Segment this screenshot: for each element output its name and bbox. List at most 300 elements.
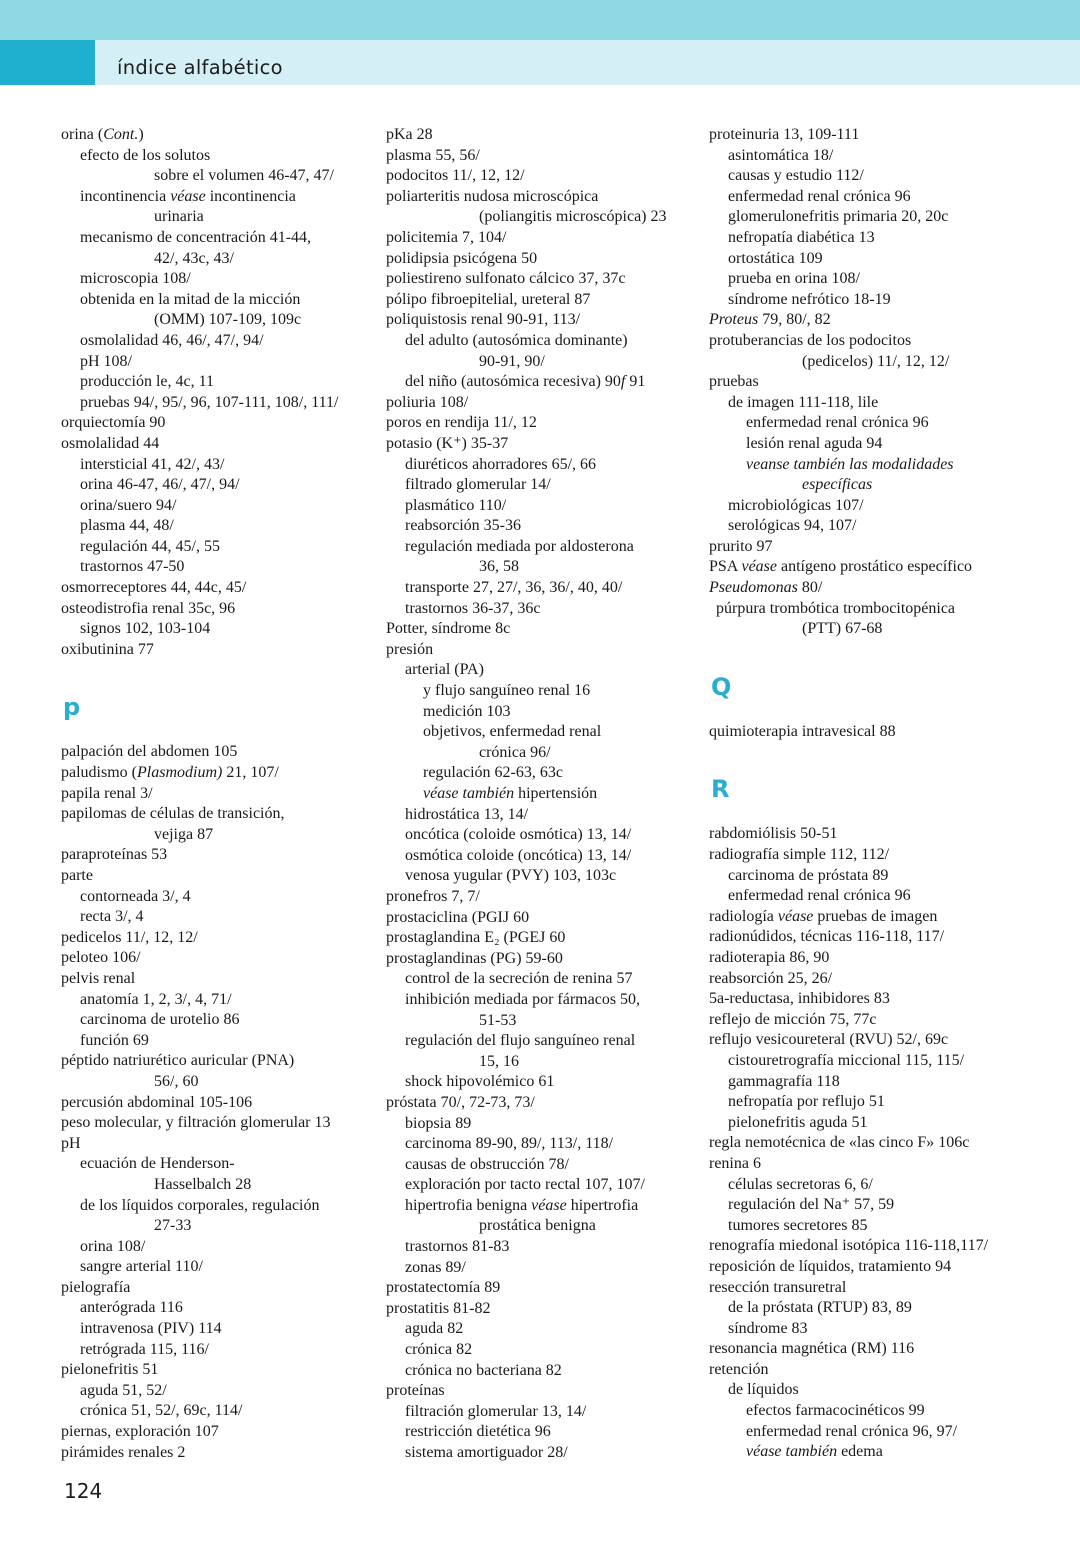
index-entry-continuation (386, 207, 716, 228)
index-subentry (61, 516, 391, 537)
index-entry (61, 1134, 391, 1155)
entry-text: poros en rendija 11/, 12 (386, 414, 537, 432)
index-entry (61, 599, 391, 620)
index-entry (61, 125, 391, 146)
entry-text: policitemia 7, 104/ (386, 228, 507, 246)
index-entry (386, 146, 716, 167)
index-entry (709, 927, 1069, 948)
entry-text: intravenosa (PIV) 114 (80, 1320, 222, 1338)
entry-text: del adulto (autosómica dominante) (405, 331, 628, 349)
index-entry (61, 742, 391, 763)
section-letter: R (711, 775, 730, 804)
index-entry (386, 640, 716, 661)
entry-text: 90-91, 90/ (479, 352, 545, 370)
index-entry (386, 413, 716, 434)
entry-text: microscopia 108/ (80, 270, 191, 288)
index-subentry (709, 434, 1069, 455)
entry-text: (OMM) 107-109, 109c (154, 311, 302, 329)
index-entry (709, 1010, 1069, 1031)
index-subentry (61, 1154, 391, 1175)
entry-text: péptido natriurético auricular (PNA) (61, 1052, 295, 1070)
index-subentry (386, 1237, 716, 1258)
index-subentry (386, 681, 716, 702)
index-subentry (709, 496, 1069, 517)
header-band-top (0, 0, 1080, 40)
index-subentry (709, 1380, 1069, 1401)
entry-text: (pedicelos) 11/, 12, 12/ (802, 352, 950, 370)
index-entry (709, 1278, 1069, 1299)
entry-text: orina ( (61, 126, 104, 143)
index-subentry (61, 1010, 391, 1031)
entry-text: poliestireno sulfonato cálcico 37, 37c (386, 270, 626, 288)
index-entry (709, 845, 1069, 866)
index-subentry (386, 805, 716, 826)
index-entry-continuation (61, 1175, 391, 1196)
index-entry (709, 989, 1069, 1010)
index-entry (61, 948, 391, 969)
entry-text: efecto de los solutos (80, 146, 211, 164)
index-subentry (709, 413, 1069, 434)
index-subentry (386, 1443, 716, 1464)
entry-text: enfermedad renal crónica 96, 97/ (746, 1422, 958, 1440)
entry-text-italic: específicas (802, 476, 873, 494)
index-subentry (61, 887, 391, 908)
entry-text: regulación del flujo sanguíneo renal (405, 1032, 636, 1050)
index-entry (61, 1113, 391, 1134)
entry-text: pruebas (709, 373, 759, 391)
entry-text: podocitos 11/, 12, 12/ (386, 167, 525, 185)
index-subentry (709, 455, 1069, 476)
index-entry (386, 1381, 716, 1402)
index-subentry (386, 1031, 716, 1052)
index-subentry (61, 1401, 391, 1422)
entry-text: sistema amortiguador 28/ (405, 1444, 568, 1461)
index-entry (709, 1133, 1069, 1154)
entry-text: orquiectomía 90 (61, 414, 166, 432)
entry-text: contorneada 3/, 4 (80, 887, 191, 905)
entry-text-italic: véase (170, 187, 206, 205)
entry-text: signos 102, 103-104 (80, 620, 211, 638)
index-subentry (386, 722, 716, 743)
entry-text: recta 3/, 4 (80, 908, 144, 926)
entry-text: enfermedad renal crónica 96 (728, 887, 911, 905)
entry-text: exploración por tacto rectal 107, 107/ (405, 1176, 645, 1194)
entry-text: PSA (709, 558, 742, 576)
entry-text: reflejo de micción 75, 77c (709, 1010, 877, 1028)
index-column-1 (61, 125, 391, 1463)
index-entry (386, 619, 716, 640)
index-entry (709, 907, 1069, 928)
index-subentry (709, 269, 1069, 290)
index-subentry (709, 866, 1069, 887)
entry-text: control de la secreción de renina 57 (405, 970, 633, 988)
entry-text: percusión abdominal 105-106 (61, 1093, 253, 1111)
entry-text: causas y estudio 112/ (728, 167, 864, 185)
index-column-2 (386, 125, 716, 1464)
entry-text: incontinencia (205, 187, 296, 205)
entry-text-italic: veanse también las modalidades (746, 455, 954, 473)
entry-text: nefropatía diabética 13 (728, 228, 875, 246)
index-subentry (386, 331, 716, 352)
index-subentry (386, 1175, 716, 1196)
index-entry (386, 908, 716, 929)
entry-text: resonancia magnética (RM) 116 (709, 1340, 915, 1358)
entry-text: 15, 16 (479, 1052, 519, 1070)
index-subentry (709, 1442, 1069, 1463)
index-entry (386, 1278, 716, 1299)
index-subentry (61, 557, 391, 578)
entry-text: parte (61, 867, 93, 884)
entry-text: quimioterapia intravesical 88 (709, 722, 896, 740)
index-entry-continuation (386, 1052, 716, 1073)
index-entry (61, 969, 391, 990)
index-subentry (61, 990, 391, 1011)
entry-text: 5a-reductasa, inhibidores 83 (709, 990, 890, 1008)
index-subentry (61, 1237, 391, 1258)
entry-text-italic: Plasmodium) (137, 764, 223, 782)
entry-text: protuberancias de los podocitos (709, 331, 912, 349)
entry-text: medición 103 (423, 702, 511, 720)
index-subentry (61, 475, 391, 496)
entry-text: 27-33 (154, 1217, 192, 1235)
entry-text: hipertensión (514, 785, 598, 802)
entry-text: prostatectomía 89 (386, 1279, 501, 1297)
entry-text: producción le, 4c, 11 (80, 373, 215, 391)
index-subentry (386, 969, 716, 990)
entry-text: vejiga 87 (154, 825, 214, 843)
entry-text: inhibición mediada por fármacos 50, (405, 990, 641, 1008)
entry-text: 79, 80/, 82 (758, 311, 831, 329)
entry-text: nefropatía por reflujo 51 (728, 1093, 885, 1111)
index-subentry (709, 1298, 1069, 1319)
index-subentry (386, 455, 716, 476)
entry-text: Potter, síndrome 8c (386, 620, 511, 638)
index-entry (386, 1299, 716, 1320)
entry-text: filtrado glomerular 14/ (405, 476, 551, 494)
index-entry (386, 187, 716, 208)
index-entry-continuation (61, 1072, 391, 1093)
index-subentry (61, 907, 391, 928)
entry-text: aguda 82 (405, 1320, 464, 1338)
index-entry (61, 928, 391, 949)
index-entry-continuation (61, 825, 391, 846)
entry-text: radioterapia 86, 90 (709, 949, 830, 966)
index-entry-continuation (61, 1216, 391, 1237)
entry-text: función 69 (80, 1031, 149, 1049)
entry-text: pruebas 94/, 95/, 96, 107-111, 108/, 111/ (80, 393, 339, 411)
entry-text-italic: véase (741, 558, 777, 576)
entry-text: poliarteritis nudosa microscópica (386, 187, 599, 205)
index-subentry (61, 1340, 391, 1361)
index-subentry (709, 1319, 1069, 1340)
entry-text: incontinencia (80, 187, 171, 205)
index-subentry (386, 516, 716, 537)
entry-text: osteodistrofia renal 35c, 96 (61, 599, 236, 617)
entry-text: peso molecular, y filtración glomerular 13 (61, 1114, 331, 1132)
entry-text: glomerulonefritis primaria 20, 20c (728, 208, 949, 226)
entry-text: plasmático 110/ (405, 496, 507, 514)
index-subentry (386, 1422, 716, 1443)
entry-text: Hasselbalch 28 (154, 1175, 252, 1193)
index-entry-continuation (61, 207, 391, 228)
entry-text: anterógrada 116 (80, 1299, 183, 1317)
index-entry (709, 1339, 1069, 1360)
entry-text: orina 46-47, 46/, 47/, 94/ (80, 476, 240, 494)
index-subentry (386, 866, 716, 887)
entry-text: síndrome nefrótico 18-19 (728, 290, 891, 308)
entry-text: proteínas (386, 1382, 445, 1400)
index-subentry (709, 1401, 1069, 1422)
index-subentry (709, 1072, 1069, 1093)
index-entry (386, 249, 716, 270)
entry-text: peloteo 106/ (61, 949, 141, 967)
entry-text: reabsorción 35-36 (405, 517, 521, 535)
entry-text: biopsia 89 (405, 1114, 472, 1132)
entry-text: prueba en orina 108/ (728, 270, 860, 288)
index-subentry (709, 1195, 1069, 1216)
index-subentry (386, 660, 716, 681)
entry-text: crónica no bacteriana 82 (405, 1361, 562, 1379)
index-entry (61, 784, 391, 805)
entry-text: 42/, 43c, 43/ (154, 249, 234, 267)
entry-text: urinaria (154, 208, 204, 226)
index-subentry (709, 886, 1069, 907)
index-entry (61, 1093, 391, 1114)
entry-text: aguda 51, 52/ (80, 1381, 167, 1399)
entry-text: pirámides renales 2 (61, 1443, 186, 1461)
entry-text: reposición de líquidos, tratamiento 94 (709, 1257, 952, 1275)
index-entry (386, 434, 716, 455)
section-letter-heading (709, 640, 1069, 722)
entry-text: pruebas de imagen (813, 907, 938, 925)
entry-text: carcinoma 89-90, 89/, 113/, 118/ (405, 1135, 614, 1153)
entry-text: anatomía 1, 2, 3/, 4, 71/ (80, 990, 232, 1008)
index-subentry (61, 352, 391, 373)
index-subentry (61, 1319, 391, 1340)
entry-text: cistouretrografía miccional 115, 115/ (728, 1051, 965, 1069)
entry-text: pH 108/ (80, 352, 132, 370)
entry-text: restricción dietética 96 (405, 1423, 551, 1441)
entry-text: palpación del abdomen 105 (61, 743, 238, 761)
index-entry (386, 228, 716, 249)
entry-text: antígeno prostático específico (777, 558, 973, 576)
index-subentry (386, 1134, 716, 1155)
entry-text: venosa yugular (PVY) 103, 103c (405, 867, 617, 885)
entry-text: arterial (PA) (405, 661, 484, 679)
index-subentry (709, 207, 1069, 228)
index-subentry (709, 1113, 1069, 1134)
entry-text: proteinuria 13, 109-111 (709, 126, 860, 143)
entry-text: regulación mediada por aldosterona (405, 537, 634, 555)
index-subentry (386, 1340, 716, 1361)
index-entry-continuation (386, 557, 716, 578)
entry-text: poliquistosis renal 90-91, 113/ (386, 311, 581, 329)
entry-text: shock hipovolémico 61 (405, 1073, 555, 1091)
index-entry (386, 393, 716, 414)
entry-text-italic: véase también (423, 785, 515, 802)
entry-text: pronefros 7, 7/ (386, 887, 480, 905)
index-entry (386, 125, 716, 146)
entry-text: orina 108/ (80, 1237, 146, 1255)
index-subentry (709, 1051, 1069, 1072)
index-subentry (61, 496, 391, 517)
index-subentry (61, 372, 391, 393)
entry-text: microbiológicas 107/ (728, 496, 864, 514)
index-entry (709, 1030, 1069, 1051)
entry-text: osmolalidad 46, 46/, 47/, 94/ (80, 331, 264, 349)
entry-text: hipertrofia (566, 1196, 639, 1214)
index-subentry (386, 1361, 716, 1382)
index-entry-continuation (386, 1011, 716, 1032)
index-entry (61, 640, 391, 661)
index-subentry (386, 990, 716, 1011)
header-accent-block (0, 40, 95, 85)
entry-text: sangre arterial 110/ (80, 1258, 203, 1276)
entry-text: radionúdidos, técnicas 116-118, 117/ (709, 928, 945, 946)
index-subentry (61, 537, 391, 558)
entry-text: pH (61, 1134, 81, 1152)
index-subentry (61, 1298, 391, 1319)
index-entry (709, 1236, 1069, 1257)
entry-text: radiología (709, 907, 778, 925)
index-entry (386, 290, 716, 311)
entry-text: radiografía simple 112, 112/ (709, 846, 890, 864)
entry-text: rabdomiólisis 50-51 (709, 825, 838, 843)
entry-text: ecuación de Henderson- (80, 1155, 235, 1173)
entry-text-italic: Proteus (709, 311, 759, 329)
entry-text: crónica 51, 52/, 69c, 114/ (80, 1402, 243, 1420)
entry-text: 91 (625, 373, 646, 391)
index-entry (709, 331, 1069, 352)
entry-text: 56/, 60 (154, 1072, 199, 1090)
index-entry (709, 969, 1069, 990)
entry-text: crónica 96/ (479, 743, 551, 761)
section-letter: p (63, 693, 81, 722)
entry-text: paraproteínas 53 (61, 846, 168, 864)
index-entry (709, 557, 1069, 578)
entry-text: resección transuretral (709, 1278, 847, 1296)
entry-text: prostática benigna (479, 1217, 596, 1235)
entry-text: plasma 55, 56/ (386, 146, 480, 164)
entry-text: pedicelos 11/, 12, 12/ (61, 928, 198, 946)
index-entry (709, 578, 1069, 599)
entry-text-italic: Cont. (103, 126, 139, 143)
entry-text: presión (386, 640, 434, 658)
entry-text: serológicas 94, 107/ (728, 517, 857, 535)
entry-text: oncótica (coloide osmótica) 13, 14/ (405, 826, 632, 844)
entry-text: de imagen 111-118, lile (728, 393, 879, 411)
index-entry (709, 1154, 1069, 1175)
index-entry (386, 949, 716, 970)
index-entry (61, 845, 391, 866)
entry-text: 80/ (797, 579, 823, 597)
entry-text: edema (837, 1443, 883, 1461)
entry-text: trastornos 36-37, 36c (405, 599, 541, 617)
index-entry (61, 1443, 391, 1464)
entry-text: prostaglandina E₂ (PGEJ 60 (386, 929, 566, 947)
entry-text: polidipsia psicógena 50 (386, 249, 538, 267)
index-entry (61, 763, 391, 784)
entry-text: síndrome 83 (728, 1319, 808, 1337)
index-entry (61, 866, 391, 887)
index-entry-continuation (61, 166, 391, 187)
entry-text: papila renal 3/ (61, 784, 153, 802)
entry-text: prurito 97 (709, 537, 773, 555)
entry-text-italic: véase también (746, 1443, 838, 1461)
section-letter: Q (711, 672, 732, 701)
section-letter-heading (709, 742, 1069, 824)
index-subentry (709, 249, 1069, 270)
section-letter-heading (61, 660, 391, 742)
entry-text: oxibutinina 77 (61, 640, 154, 658)
entry-text: hipertrofia benigna (405, 1196, 532, 1214)
entry-text: diuréticos ahorradores 65/, 66 (405, 455, 597, 473)
entry-text-italic: Pseudomonas (709, 579, 798, 597)
entry-text: retención (709, 1360, 769, 1378)
index-entry (709, 537, 1069, 558)
index-entry (61, 1422, 391, 1443)
index-entry (709, 310, 1069, 331)
entry-text: 51-53 (479, 1011, 517, 1029)
entry-text: prostaglandinas (PG) 59-60 (386, 949, 563, 967)
index-subentry (386, 702, 716, 723)
index-entry (386, 887, 716, 908)
index-subentry (709, 393, 1069, 414)
index-entry (709, 372, 1069, 393)
index-subentry (61, 331, 391, 352)
entry-text: de la próstata (RTUP) 83, 89 (728, 1299, 912, 1317)
index-entry (709, 824, 1069, 845)
index-entry (709, 125, 1069, 146)
index-subentry (386, 1402, 716, 1423)
entry-text: regulación 44, 45/, 55 (80, 537, 220, 555)
entry-text: regla nemotécnica de «las cinco F» 106c (709, 1134, 970, 1152)
entry-text: tumores secretores 85 (728, 1216, 868, 1234)
entry-text: pelvis renal (61, 969, 136, 987)
index-subentry (386, 496, 716, 517)
entry-text: piernas, exploración 107 (61, 1423, 219, 1441)
entry-text-italic: véase (777, 907, 814, 925)
index-subentry (61, 146, 391, 167)
index-entry (61, 804, 391, 825)
index-subentry (386, 1114, 716, 1135)
entry-text: causas de obstrucción 78/ (405, 1155, 569, 1173)
index-entry (386, 310, 716, 331)
index-subentry (386, 599, 716, 620)
entry-text: (PTT) 67-68 (802, 620, 883, 638)
entry-text: pielonefritis aguda 51 (728, 1113, 868, 1131)
index-entry (386, 269, 716, 290)
index-subentry (386, 1072, 716, 1093)
index-subentry (61, 187, 391, 208)
index-subentry (61, 393, 391, 414)
entry-text: reabsorción 25, 26/ (709, 969, 833, 987)
page-title: índice alfabético (117, 56, 283, 79)
entry-text: mecanismo de concentración 41-44, (80, 228, 312, 246)
entry-text: filtración glomerular 13, 14/ (405, 1402, 587, 1420)
index-entry (709, 1257, 1069, 1278)
entry-text: de líquidos (728, 1381, 799, 1399)
entry-text: potasio (K⁺) 35-37 (386, 434, 509, 452)
entry-text: poliuria 108/ (386, 393, 469, 411)
entry-text: carcinoma de urotelio 86 (80, 1011, 240, 1029)
index-entry (709, 722, 1069, 743)
entry-text-italic: f (620, 373, 626, 391)
index-entry (709, 948, 1069, 969)
entry-text: retrógrada 115, 116/ (80, 1340, 209, 1358)
entry-text: zonas 89/ (405, 1258, 466, 1276)
index-subentry (709, 1216, 1069, 1237)
